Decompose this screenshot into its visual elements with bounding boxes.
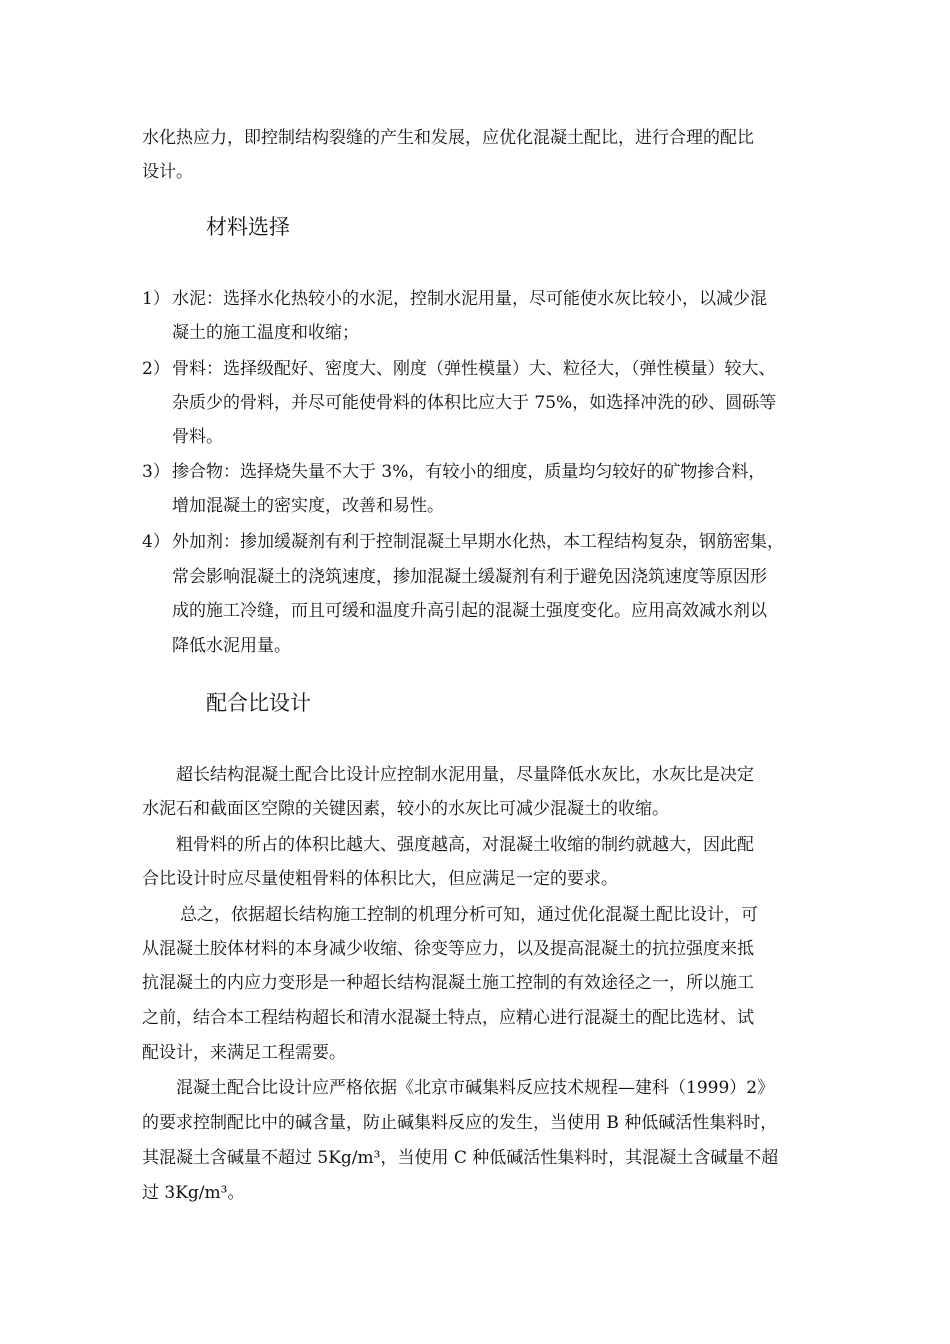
list-item-line: 骨料。 [172,427,223,447]
section-heading-mix-design: 配合比设计 [206,691,311,715]
body-text-line: 总之，依据超长结构施工控制的机理分析可知，通过优化混凝土配比设计，可 [180,905,758,925]
list-item-line: 掺合物：选择烧失量不大于 3%，有较小的细度，质量均匀较好的矿物掺合料， [172,462,766,482]
body-text-line: 过 3Kg/m³。 [142,1183,245,1203]
body-text-line: 粗骨料的所占的体积比越大、强度越高，对混凝土收缩的制约就越大，因此配 [176,835,754,855]
list-item-line: 水泥：选择水化热较小的水泥，控制水泥用量，尽可能使水灰比较小，以减少混 [172,289,767,309]
body-text-line: 混凝土配合比设计应严格依据《北京市碱集料反应技术规程—建科（1999）2》 [176,1078,775,1098]
list-item-line: 降低水泥用量。 [172,636,291,656]
list-item-marker: 4） [142,532,170,552]
body-text-line: 的要求控制配比中的碱含量，防止碱集料反应的发生，当使用 B 种低碱活性集料时， [142,1113,778,1133]
list-item-line: 增加混凝土的密实度，改善和易性。 [172,496,444,516]
body-text-line: 抗混凝土的内应力变形是一种超长结构混凝土施工控制的有效途径之一，所以施工 [142,973,754,993]
body-text-line: 合比设计时应尽量使粗骨料的体积比大，但应满足一定的要求。 [142,869,618,889]
body-text-line: 从混凝土胶体材料的本身减少收缩、徐变等应力，以及提高混凝土的抗拉强度来抵 [142,939,754,959]
body-text-line: 其混凝土含碱量不超过 5Kg/m³，当使用 C 种低碱活性集料时，其混凝土含碱量不超 [142,1148,779,1168]
body-text-line: 水泥石和截面区空隙的关键因素，较小的水灰比可减少混凝土的收缩。 [142,799,669,819]
list-item-line: 凝土的施工温度和收缩； [172,323,359,343]
body-text-line: 超长结构混凝土配合比设计应控制水泥用量，尽量降低水灰比，水灰比是决定 [176,765,754,785]
list-item-marker: 1） [142,289,170,309]
section-heading-materials: 材料选择 [206,215,290,239]
list-item-line: 常会影响混凝土的浇筑速度，掺加混凝土缓凝剂有利于避免因浇筑速度等原因形 [172,567,767,587]
list-item-marker: 3） [142,462,170,482]
body-text-line: 水化热应力，即控制结构裂缝的产生和发展，应优化混凝土配比，进行合理的配比 [142,128,754,148]
list-item-line: 成的施工冷缝，而且可缓和温度升高引起的混凝土强度变化。应用高效减水剂以 [172,601,767,621]
list-item-line: 骨料：选择级配好、密度大、刚度（弹性模量）大、粒径大，（弹性模量）较大、 [172,359,776,379]
body-text-line: 之前，结合本工程结构超长和清水混凝土特点，应精心进行混凝土的配比选材、试 [142,1008,754,1028]
list-item-marker: 2） [142,359,170,379]
list-item-line: 杂质少的骨料，并尽可能使骨料的体积比应大于 75%，如选择冲洗的砂、圆砾等 [172,393,777,413]
list-item-line: 外加剂：掺加缓凝剂有利于控制混凝土早期水化热，本工程结构复杂，钢筋密集， [172,532,784,552]
body-text-line: 配设计，来满足工程需要。 [142,1043,346,1063]
body-text-line: 设计。 [142,162,193,182]
